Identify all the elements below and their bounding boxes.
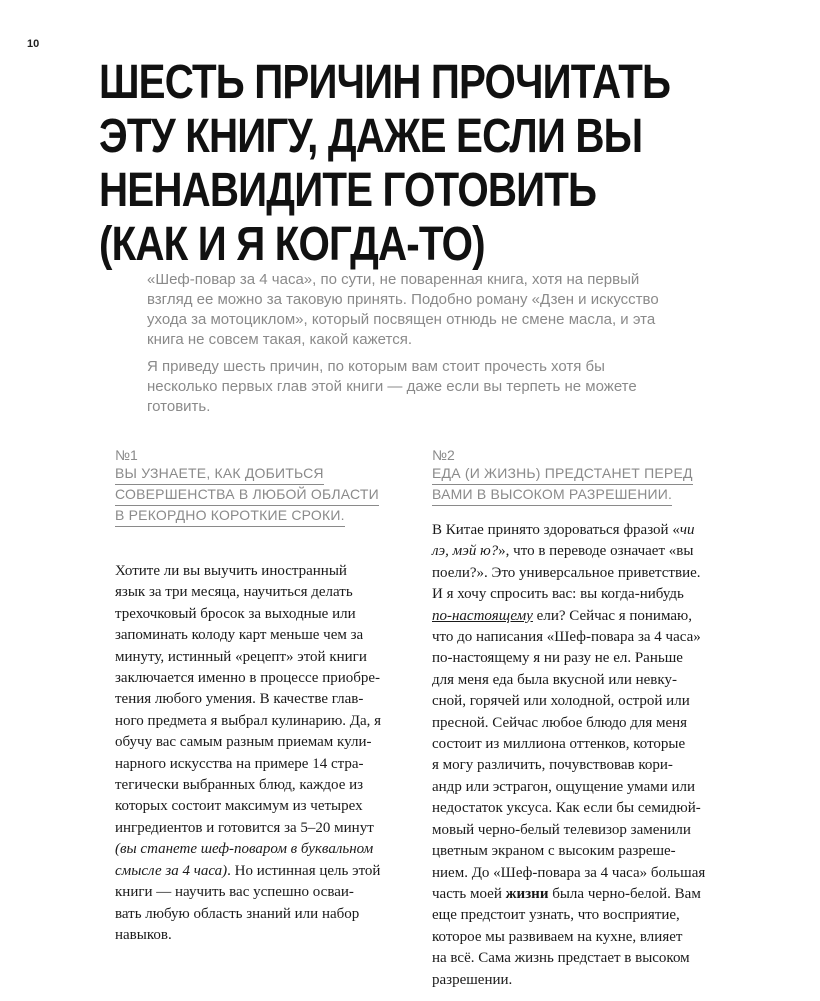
intro-paragraph-2	[147, 357, 707, 417]
body-line: ингредиентов и готовится за 5–20 минут	[115, 819, 374, 836]
italic-text: лэ, мэй ю?	[432, 543, 499, 560]
body-line	[115, 861, 400, 882]
body-line: минуту, истинный «рецепт» этой книги	[115, 648, 367, 665]
intro-paragraph-1	[147, 270, 707, 350]
body-line: на всё. Сама жизнь предстает в высоком	[432, 950, 690, 967]
body-line: андр или эстрагон, ощущение умами или	[432, 778, 696, 795]
body-line: состоит из миллиона оттенков, которые	[432, 736, 686, 753]
intro-line: взгляд ее можно за таковую принять. Подобно роману «Дзен и искусство	[147, 291, 659, 308]
title-line: ШЕСТЬ ПРИЧИН ПРОЧИТАТЬ	[99, 56, 671, 109]
italic-text: (вы станете шеф-поваром в буквальном	[115, 841, 374, 858]
intro-line: «Шеф-повар за 4 часа», по сути, не поваренная книга, хотя на первый	[147, 271, 640, 288]
heading-line: СОВЕРШЕНСТВА В ЛЮБОЙ ОБЛАСТИ	[115, 485, 379, 506]
body-line: книги — научить вас успешно осваи-	[115, 884, 354, 901]
body-line: тегически выбранных блюд, каждое из	[115, 777, 364, 794]
body-text-span: В Китае принято здороваться фразой «	[432, 522, 680, 538]
body-line: ного предмета я выбрал кулинарию. Да, я	[115, 712, 382, 729]
title-line: (КАК И Я КОГДА-ТО)	[99, 218, 485, 271]
body-line: я могу различить, почувствовав кори-	[432, 757, 673, 774]
heading-line: ВЫ УЗНАЕТЕ, КАК ДОБИТЬСЯ	[115, 464, 324, 485]
body-text-span: ели? Сейчас я понимаю,	[532, 607, 692, 624]
body-line: заключается именно в процессе приобре-	[115, 670, 381, 687]
heading-line: В РЕКОРДНО КОРОТКИЕ СРОКИ.	[115, 506, 345, 527]
body-line	[432, 541, 742, 562]
reason-2-heading	[432, 464, 742, 506]
body-text-span: . Но истинная цель этой	[227, 862, 381, 879]
title-line: ЭТУ КНИГУ, ДАЖЕ ЕСЛИ ВЫ	[99, 110, 643, 163]
body-line	[432, 606, 742, 627]
body-line: навыков.	[115, 926, 172, 943]
body-line: нием. До «Шеф-повара за 4 часа» большая	[432, 864, 706, 881]
italic-text: смысле за 4 часа)	[115, 862, 228, 879]
intro-line: ухода за мотоциклом», который посвящен отнюдь не смене масла, и эта	[147, 311, 656, 328]
body-line: по-настоящему я ни разу не ел. Раньше	[432, 650, 683, 667]
body-line: И я хочу спросить вас: вы когда-нибудь	[432, 586, 684, 603]
body-line: цветным экраном с высоким разреше-	[432, 843, 676, 860]
body-line: что до написания «Шеф-повара за 4 часа»	[432, 629, 701, 646]
body-line: обучу вас самым разным приемам кули-	[115, 734, 372, 751]
reason-1-body	[115, 561, 400, 946]
page-number: 10	[27, 38, 40, 50]
body-line: язык за три месяца, научиться делать	[115, 584, 353, 601]
body-line: для меня еда была вкусной или невку-	[432, 671, 677, 688]
reason-2-column	[432, 446, 742, 991]
body-line: еще предстоит узнать, что восприятие,	[432, 907, 680, 924]
body-line: нарного искусства на примере 14 стра-	[115, 755, 364, 772]
title-line: НЕНАВИДИТЕ ГОТОВИТЬ	[99, 164, 597, 217]
reason-1-heading	[115, 464, 400, 527]
body-line: мовый черно-белый телевизор заменили	[432, 821, 691, 838]
italic-underlined-text: по-настоящему	[432, 607, 533, 624]
bold-text: жизни	[505, 885, 549, 902]
heading-line: ЕДА (И ЖИЗНЬ) ПРЕДСТАНЕТ ПЕРЕД	[432, 464, 693, 485]
body-line: которое мы развиваем на кухне, влияет	[432, 928, 683, 945]
body-line: пресной. Сейчас любое блюдо для меня	[432, 714, 688, 731]
reason-2-number: №2	[432, 447, 455, 463]
body-line: тения любого умения. В качестве глав-	[115, 691, 364, 708]
intro-line: готовить.	[147, 398, 211, 415]
body-line: недостаток уксуса. Как если бы семидюй-	[432, 800, 701, 817]
body-line: сной, горячей или холодной, острой или	[432, 693, 690, 710]
body-line	[432, 520, 742, 541]
body-line: поели?». Это универсальное приветствие.	[432, 564, 701, 581]
body-line: разрешении.	[432, 971, 513, 988]
body-line: Хотите ли вы выучить иностранный	[115, 563, 347, 579]
body-line: трехочковый бросок за выходные или	[115, 605, 356, 622]
body-text-span: была черно-белой. Вам	[548, 885, 701, 902]
reason-2-body	[432, 520, 742, 991]
body-line: которых состоит максимум из четырех	[115, 798, 363, 815]
body-text-span: », что в переводе означает «вы	[498, 543, 694, 560]
reason-1-number: №1	[115, 447, 138, 463]
intro-line: Я приведу шесть причин, по которым вам стоит прочесть хотя бы	[147, 358, 605, 375]
intro-line: книга не совсем такая, какой кажется.	[147, 331, 412, 348]
intro-text	[147, 270, 707, 424]
body-text-span: часть моей	[432, 885, 506, 902]
body-line: запоминать колоду карт меньше чем за	[115, 627, 364, 644]
intro-line: несколько первых глав этой книги — даже если вы терпеть не можете	[147, 378, 637, 395]
page-title	[99, 56, 687, 272]
reason-1-column	[115, 446, 400, 946]
body-line: вать любую область знаний или набор	[115, 905, 360, 922]
italic-text: чи	[679, 522, 695, 538]
heading-line: ВАМИ В ВЫСОКОМ РАЗРЕШЕНИИ.	[432, 485, 672, 506]
body-line	[115, 839, 400, 860]
body-line	[432, 884, 742, 905]
